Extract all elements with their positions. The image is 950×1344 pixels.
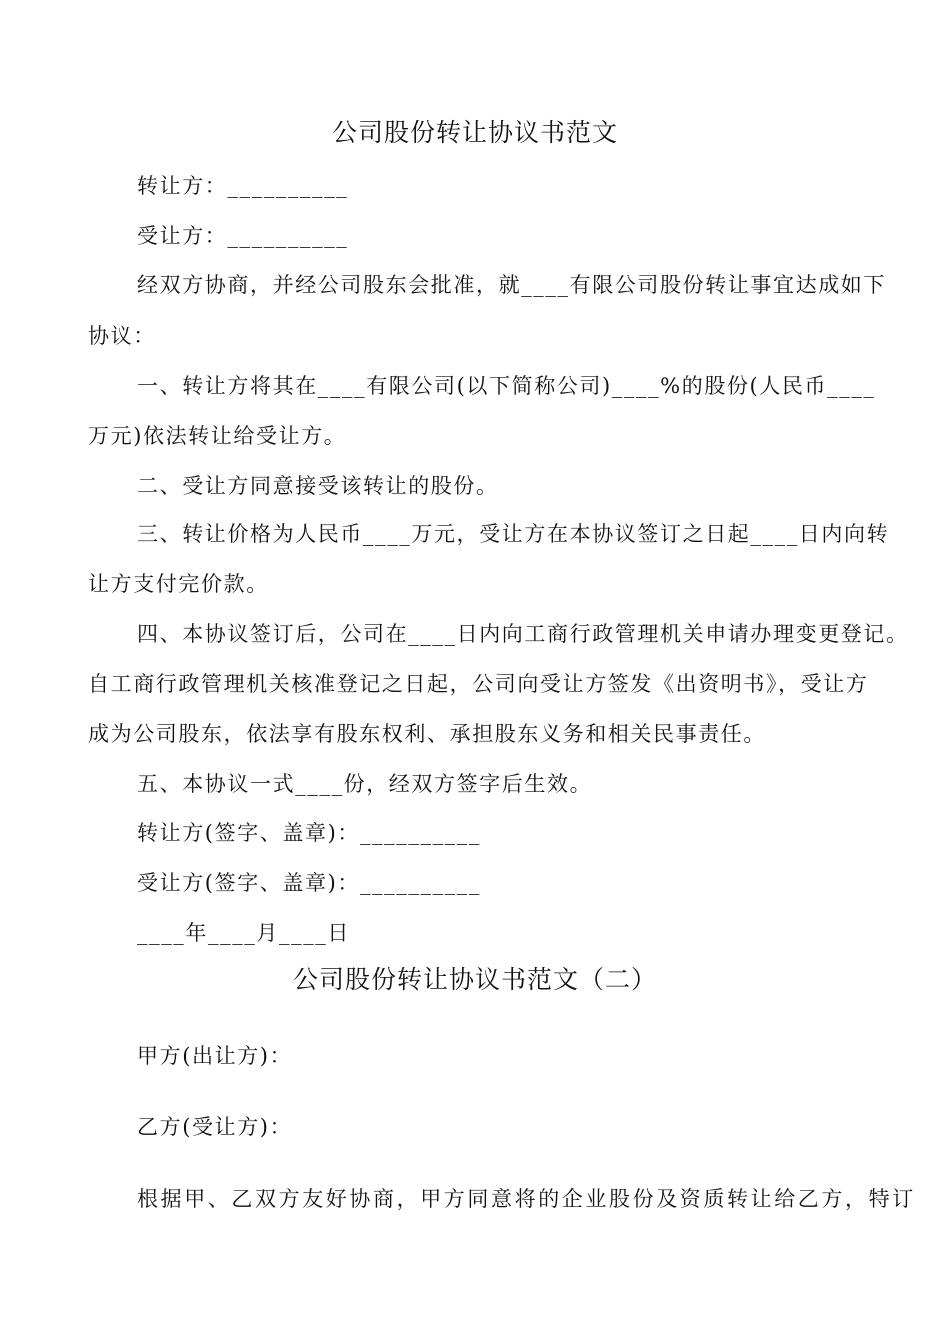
clause-4-line-3: 成为公司股东，依法享有股东权利、承担股东义务和相关民事责任。 [88, 722, 766, 746]
document-title-2: 公司股份转让协议书范文（二） [292, 965, 657, 994]
clause-4-line-1: 四、本协议签订后，公司在____日内向工商行政管理机关申请办理变更登记。 [137, 622, 909, 646]
signature-transferor: 转让方(签字、盖章)：__________ [137, 821, 481, 845]
party-a-line: 甲方(出让方)： [137, 1044, 293, 1068]
transferor-line: 转让方：__________ [137, 174, 349, 198]
clause-2: 二、受让方同意接受该转让的股份。 [137, 474, 499, 498]
clause-4-line-2: 自工商行政管理机关核准登记之日起，公司向受让方签发《出资明书》，受让方 [88, 672, 869, 696]
preamble-paragraph-line-1: 根据甲、乙双方友好协商，甲方同意将的企业股份及资质转让给乙方，特订 [137, 1187, 916, 1211]
date-line: ____年____月____日 [137, 921, 350, 945]
intro-paragraph-line-1: 经双方协商，并经公司股东会批准，就____有限公司股份转让事宜达成如下 [137, 273, 886, 297]
clause-5: 五、本协议一式____份，经双方签字后生效。 [137, 772, 593, 796]
document-title: 公司股份转让协议书范文 [331, 118, 618, 147]
clause-3-line-2: 让方支付完价款。 [88, 572, 269, 596]
clause-1-line-2: 万元)依法转让给受让方。 [88, 424, 347, 448]
intro-paragraph-line-2: 协议： [88, 324, 156, 348]
signature-transferee: 受让方(签字、盖章)：__________ [137, 871, 481, 895]
clause-1-line-1: 一、转让方将其在____有限公司(以下简称公司)____%的股份(人民币____ [137, 374, 876, 398]
clause-3-line-1: 三、转让价格为人民币____万元，受让方在本协议签订之日起____日内向转 [137, 522, 890, 546]
party-b-line: 乙方(受让方)： [137, 1115, 293, 1139]
transferee-line: 受让方：__________ [137, 224, 349, 248]
